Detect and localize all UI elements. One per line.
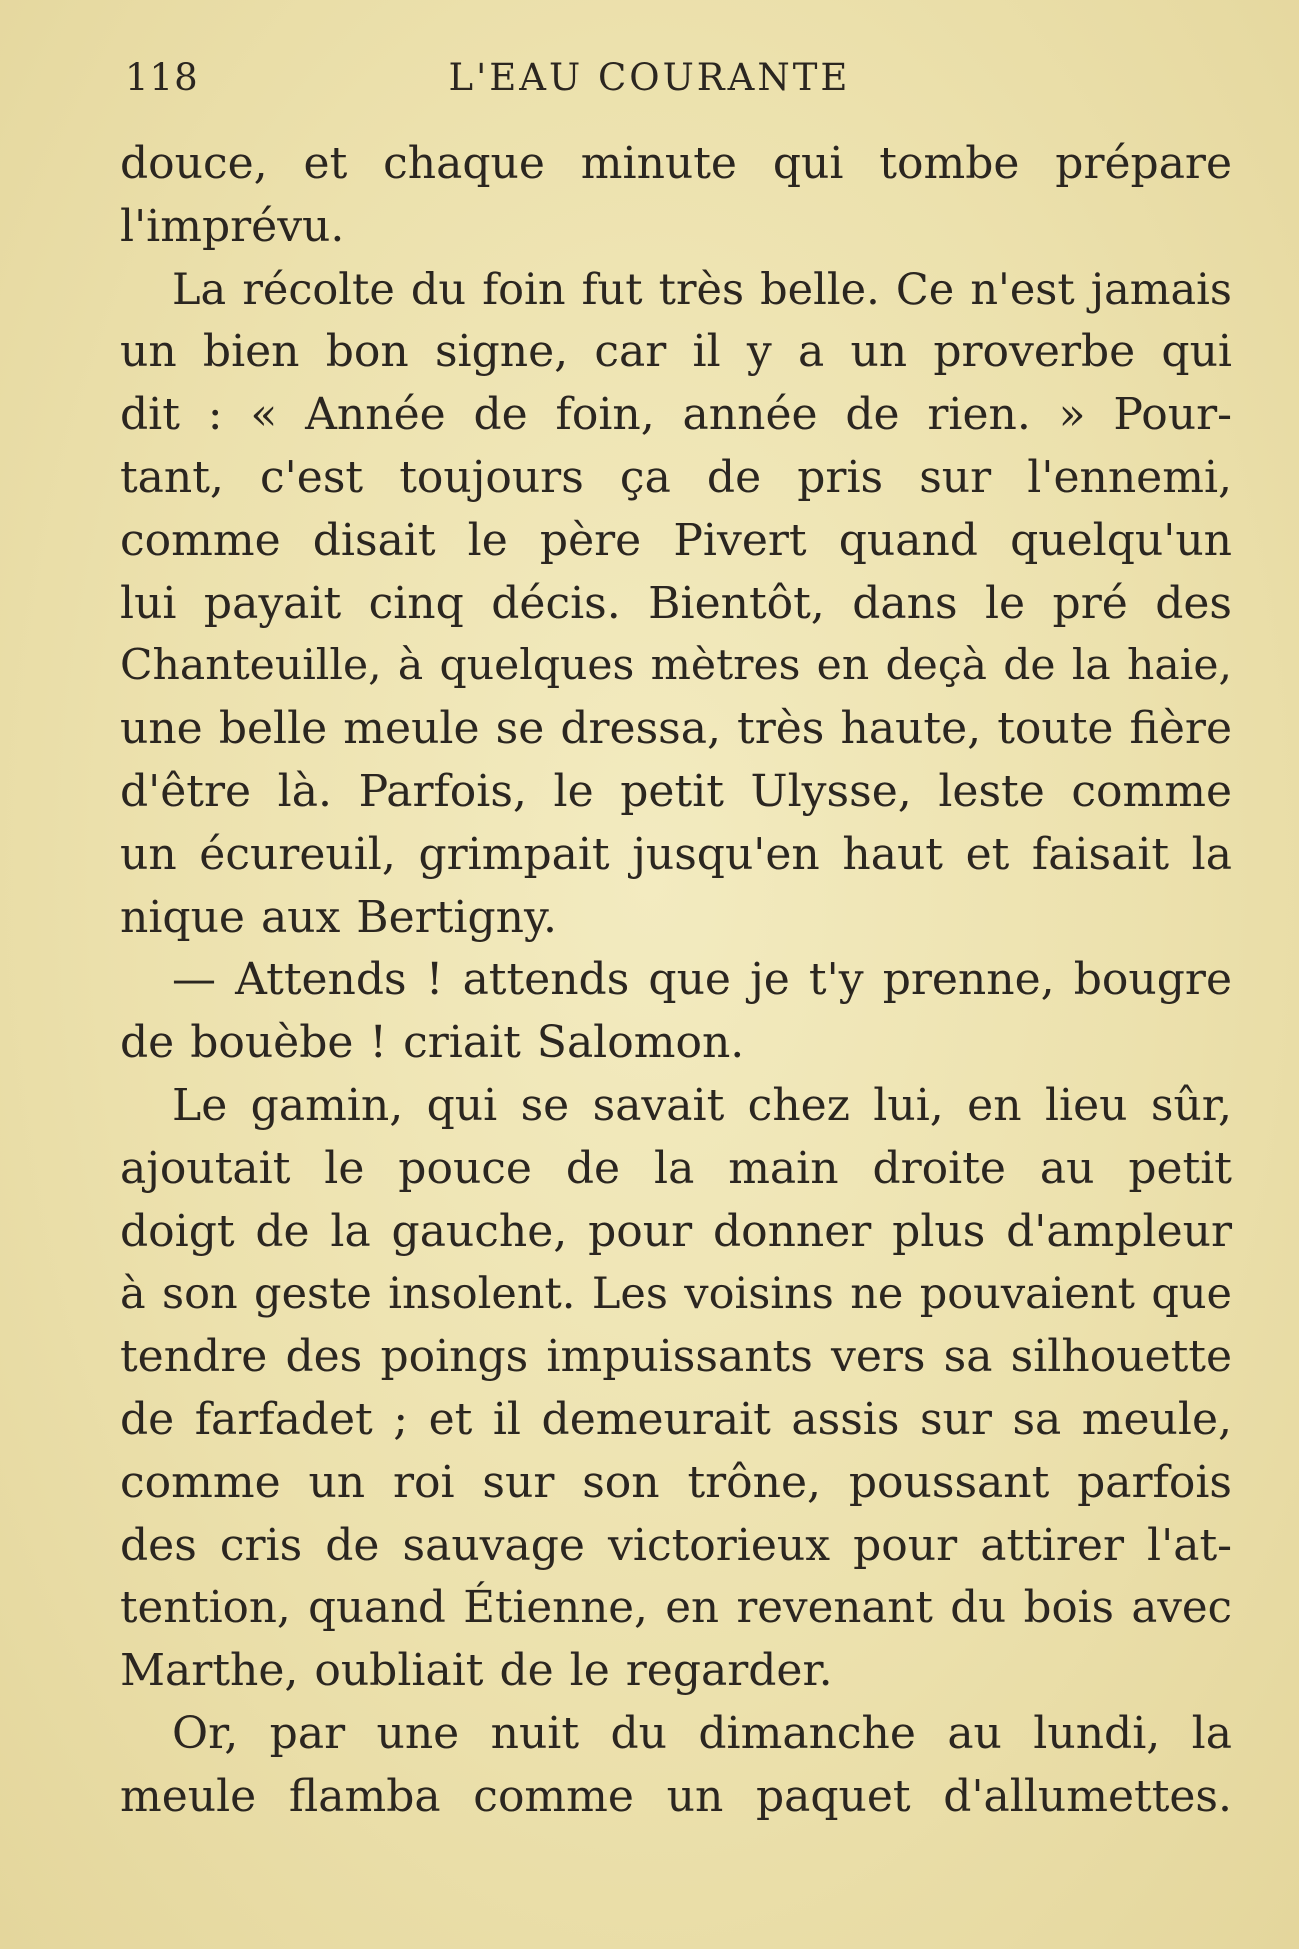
- text-line: comme un roi sur son trône, poussant parfois: [120, 1456, 1232, 1508]
- text-line: nique aux Bertigny.: [120, 891, 557, 943]
- text-line: d'être là. Parfois, le petit Ulysse, leste comme: [120, 765, 1232, 817]
- running-head: [0, 50, 1299, 110]
- text-line: La récolte du foin fut très belle. Ce n'est jamais: [172, 264, 1232, 315]
- text-line: Chanteuille, à quelques mètres en deçà de la haie,: [120, 641, 1232, 691]
- text-line: dit : « Année de foin, année de rien. » Pour-: [120, 389, 1232, 441]
- text-line: Le gamin, qui se savait chez lui, en lieu sûr,: [172, 1079, 1232, 1131]
- text-line: tant, c'est toujours ça de pris sur l'ennemi,: [120, 451, 1232, 503]
- text-line: des cris de sauvage victorieux pour attirer l'at-: [120, 1519, 1232, 1571]
- text-line: un écureuil, grimpait jusqu'en haut et faisait la: [120, 828, 1232, 880]
- text-line: de farfadet ; et il demeurait assis sur sa meule,: [120, 1393, 1232, 1445]
- text-line: Marthe, oubliait de le regarder.: [120, 1645, 833, 1697]
- running-title: L'EAU COURANTE: [448, 56, 851, 99]
- text-line: tendre des poings impuissants vers sa silhouette: [120, 1331, 1232, 1383]
- text-line: doigt de la gauche, pour donner plus d'ampleur: [120, 1205, 1232, 1257]
- text-line: Or, par une nuit du dimanche au lundi, la: [172, 1707, 1232, 1759]
- text-line: ajoutait le pouce de la main droite au petit: [120, 1142, 1232, 1194]
- text-line: douce, et chaque minute qui tombe prépare: [120, 138, 1232, 189]
- text-line: — Attends ! attends que je t'y prenne, bougre: [172, 954, 1232, 1006]
- text-line: un bien bon signe, car il y a un proverbe qui: [120, 326, 1232, 378]
- text-line: meule flamba comme un paquet d'allumettes.: [120, 1770, 1232, 1822]
- text-line: l'imprévu.: [120, 200, 345, 252]
- text-line: une belle meule se dressa, très haute, toute fière: [120, 703, 1232, 755]
- text-line: de bouèbe ! criait Salomon.: [120, 1017, 745, 1069]
- text-line: lui payait cinq décis. Bientôt, dans le pré des: [120, 577, 1232, 629]
- body-text: [120, 133, 1232, 1829]
- text-line: tention, quand Étienne, en revenant du bois avec: [120, 1583, 1232, 1634]
- text-line: à son geste insolent. Les voisins ne pouvaient que: [120, 1269, 1232, 1320]
- text-line: comme disait le père Pivert quand quelqu'un: [120, 514, 1232, 566]
- page-number: 118: [125, 56, 199, 99]
